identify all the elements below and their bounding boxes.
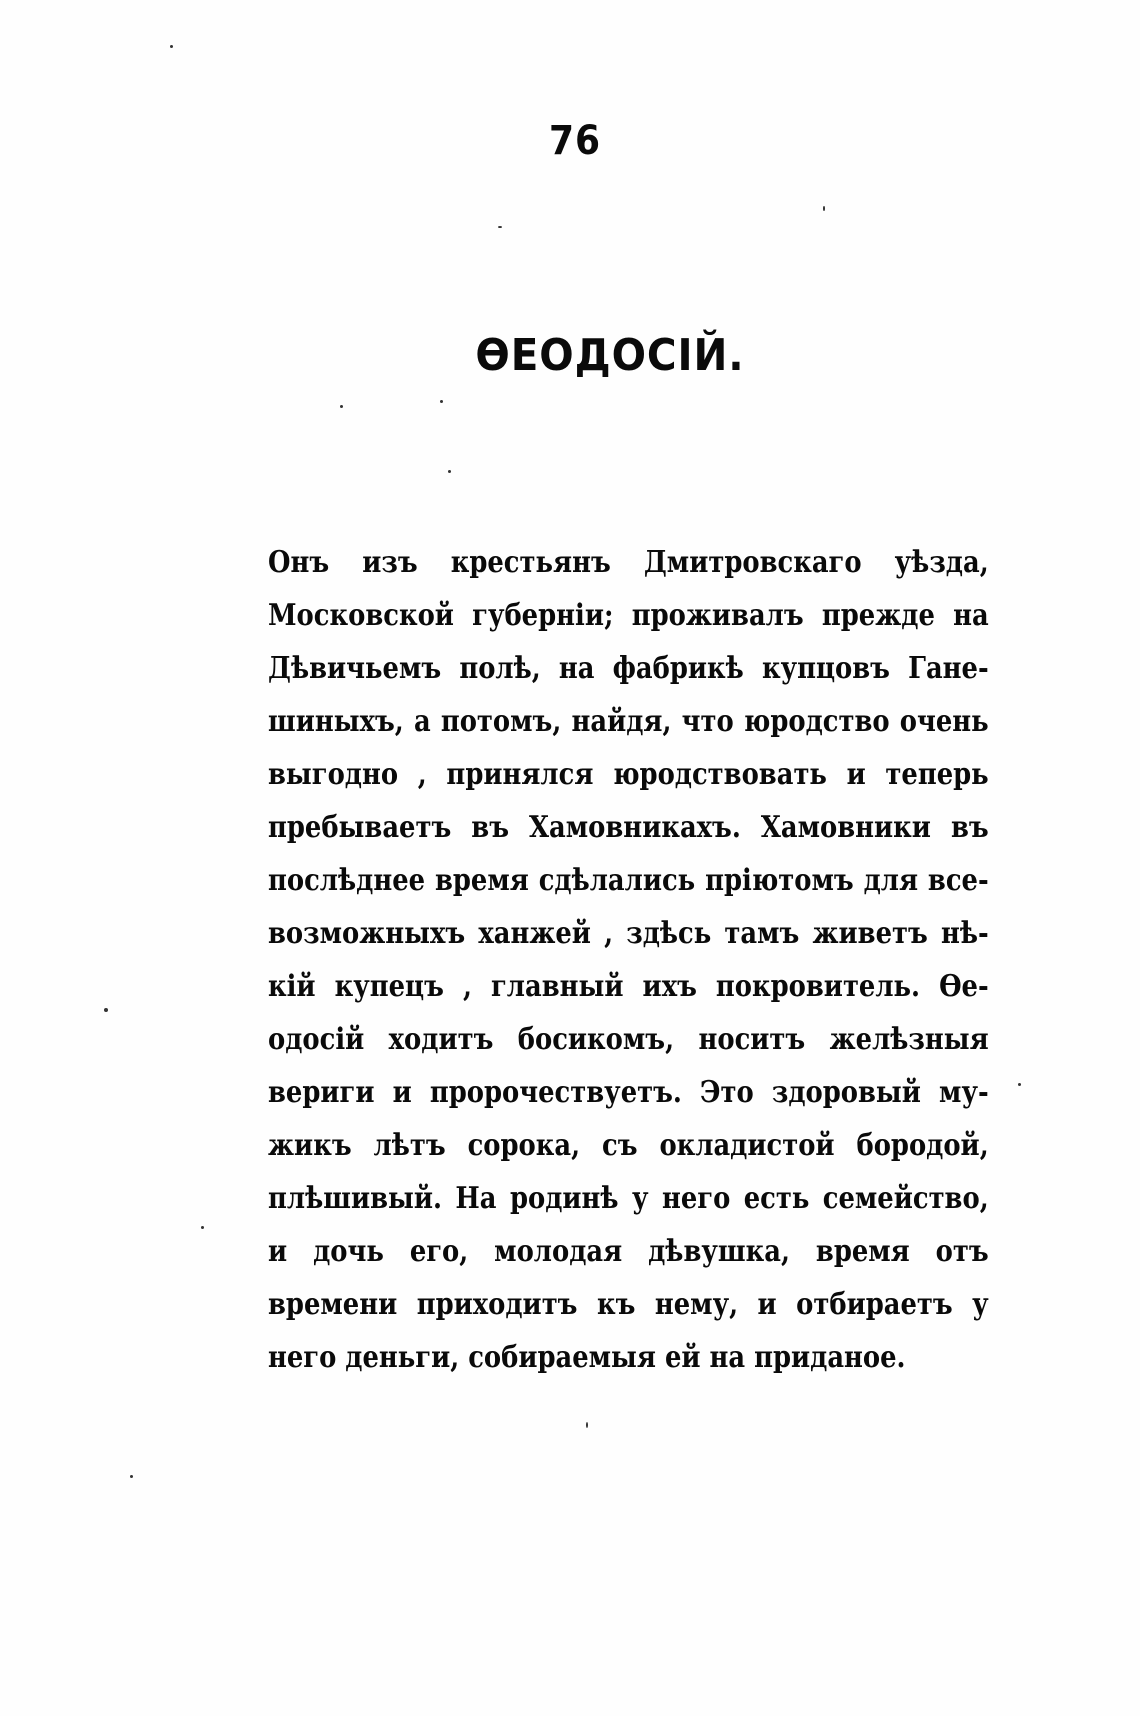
text-line: Онъ изъ крестьянъ Дмитровскаго уѣзда,	[268, 545, 989, 580]
scan-speck	[498, 226, 502, 228]
scan-speck	[823, 206, 825, 211]
scan-speck	[340, 405, 343, 408]
text-line: плѣшивый. На родинѣ у него есть семейство,	[268, 1181, 989, 1216]
scan-speck	[201, 1226, 204, 1229]
scan-speck	[586, 1422, 588, 1428]
page-number: 76	[548, 118, 602, 164]
chapter-title: ѲЕОДОСІЙ.	[475, 330, 745, 381]
text-line: пребываетъ въ Хамовникахъ. Хамовники въ	[268, 810, 989, 845]
text-line: него деньги, собираемыя ей на приданое.	[268, 1340, 906, 1375]
scan-speck	[1018, 1083, 1021, 1086]
text-line: возможныхъ ханжей , здѣсь тамъ живетъ нѣ-	[268, 916, 989, 951]
scan-speck	[170, 45, 173, 48]
scan-speck	[448, 470, 451, 473]
text-line: кій купецъ , главный ихъ покровитель. Ѳе-	[268, 969, 989, 1004]
text-line: времени приходитъ къ нему, и отбираетъ у	[268, 1287, 989, 1322]
scan-speck	[104, 1008, 108, 1012]
text-line: одосій ходитъ босикомъ, носитъ желѣзныя	[268, 1022, 989, 1057]
text-line: и дочь его, молодая дѣвушка, время отъ	[268, 1234, 989, 1269]
text-line: вериги и пророчествуетъ. Это здоровый му-	[268, 1075, 989, 1110]
text-line: Московской губерніи; проживалъ прежде на	[268, 598, 989, 633]
text-line: выгодно , принялся юродствовать и теперь	[268, 757, 989, 792]
text-line: жикъ лѣтъ сорока, съ окладистой бородой,	[268, 1128, 989, 1163]
scan-speck	[130, 1475, 133, 1478]
text-line: шиныхъ, а потомъ, найдя, что юродство очень	[268, 704, 989, 739]
text-line: послѣднее время сдѣлались пріютомъ для все-	[268, 863, 989, 898]
text-line: Дѣвичьемъ полѣ, на фабрикѣ купцовъ Гане-	[268, 651, 989, 686]
body-text	[268, 536, 990, 1384]
scan-speck	[440, 400, 443, 403]
